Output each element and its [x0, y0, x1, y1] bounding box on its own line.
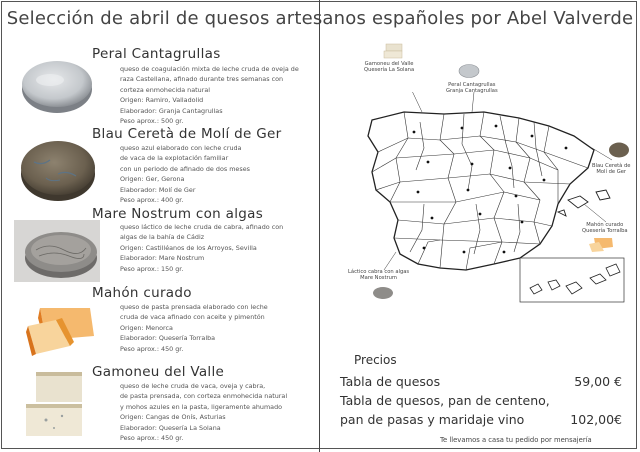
page-title: Selección de abril de quesos artesanos españoles por Abel Valverde [6, 8, 634, 29]
map-thumb-gamoneu-icon [383, 43, 405, 59]
gamoneu-del-valle-image [24, 370, 86, 440]
cheese-desc-mare-nostrum: queso láctico de leche cruda de cabra, afinado con algas de la bahía de Cádiz Origen: Castilléanos de los Arroyos, Sevilla Elaborador: Mare Nostrum Peso aprox.: 150 gr. [120, 223, 284, 273]
blau-cereta-image [20, 134, 96, 202]
cheese-name-mare-nostrum: Mare Nostrum con algas [92, 206, 264, 222]
price-item-label: Tabla de quesos, pan de centeno, [340, 393, 550, 408]
cheese-desc-mahon: queso de pasta prensada elaborado con leche cruda de vaca afinado con aceite y pimentón Origen: Menorca Elaborador: Quesería Torralba Peso aprox.: 450 gr. [120, 303, 268, 353]
peral-cantagrullas-image [20, 55, 94, 115]
price-item-label: Tabla de quesos [340, 374, 441, 389]
map-thumb-mahon-icon [588, 237, 614, 253]
cheese-desc-blau: queso azul elaborado con leche cruda de vaca de la explotación familiar con un periodo de afinado de dos meses Origen: Ger, Gerona Elaborador: Molí de Ger Peso aprox.: 400 gr. [120, 144, 250, 205]
balearic-islands [558, 190, 610, 216]
map-thumb-peral-icon [458, 63, 480, 79]
map-thumb-blau-icon [608, 141, 630, 159]
cheese-name-mahon: Mahón curado [92, 285, 192, 301]
map-thumb-mare-nostrum-icon [372, 286, 394, 300]
price-item-label: pan de pasas y maridaje vino [340, 412, 525, 427]
peninsula-outline [368, 112, 594, 270]
map-label-mare-nostrum: Láctico cabra con algas Mare Nostrum [348, 269, 410, 282]
map-label-blau: Blau Ceretà de Molí de Ger [592, 163, 631, 176]
cheese-name-peral: Peral Cantagrullas [92, 46, 221, 62]
cheese-name-blau: Blau Ceretà de Molí de Ger [92, 126, 282, 142]
mahon-curado-image [26, 306, 96, 356]
cheese-name-gamoneu: Gamoneu del Valle [92, 364, 225, 380]
mare-nostrum-image [14, 220, 100, 282]
delivery-note: Te llevamos a casa tu pedido por mensajería [440, 436, 592, 444]
map-label-peral: Peral Cantagrullas Granja Cantagrullas [446, 82, 498, 95]
map-label-gamoneu: Gamoneu del Valle Quesería La Solana [364, 61, 415, 74]
cheese-desc-gamoneu: queso de leche cruda de vaca, oveja y cabra, de pasta prensada, con corteza enmohecida natural y mohos azules en la pasta, ligeramente ahumado Origen: Cangas de Onís, Asturias Elaborador: Quesería La Solana Peso aprox.: 450 gr. [120, 382, 288, 443]
cheese-desc-peral: queso de coagulación mixta de leche cruda de oveja de raza Castellana, afinado durante tres semanas con corteza enmohecida natural Origen: Ramiro, Valladolid Elaborador: Granja Cantagrullas Peso aprox.: 500 gr. [120, 65, 299, 126]
map-label-mahon: Mahón curado Quesería Torralba [582, 222, 628, 235]
prices-title: Precios [354, 353, 397, 367]
price-item-value: 102,00€ [570, 412, 622, 427]
price-item-value: 59,00 € [574, 374, 622, 389]
